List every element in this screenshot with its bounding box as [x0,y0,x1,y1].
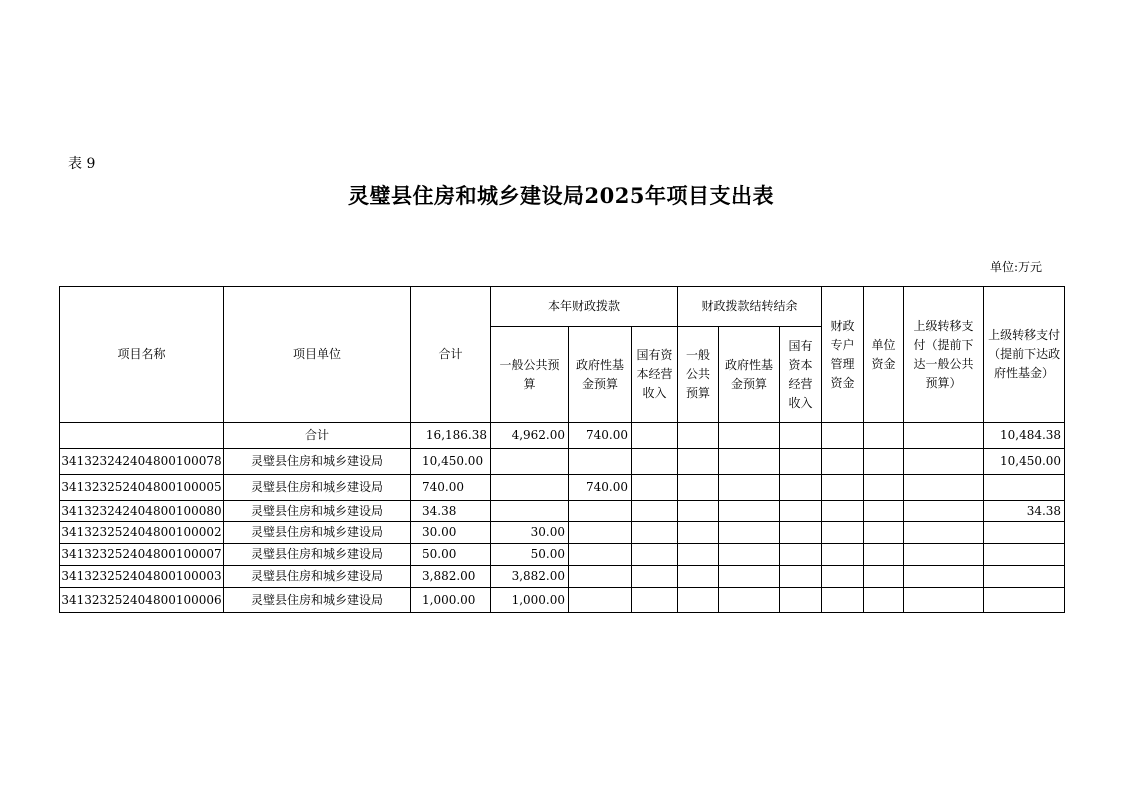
empty-cell [822,522,864,544]
row-gov-fund-budget [569,566,632,588]
row-total: 34.38 [411,501,491,522]
row-transfer-gov-fund [984,544,1065,566]
row-transfer-gov-fund [984,588,1065,613]
header-state-capital-income: 国有资本经营收入 [632,327,678,423]
unit-label: 单位:万元 [990,260,1043,274]
empty-cell [632,475,678,501]
table-number: 表 9 [68,156,96,172]
empty-cell [864,475,904,501]
empty-cell [780,544,822,566]
empty-cell [719,566,780,588]
row-total: 50.00 [411,544,491,566]
empty-cell [822,588,864,613]
row-general-public-budget: 50.00 [491,544,569,566]
table-row [60,501,1065,522]
row-total: 1,000.00 [411,588,491,613]
project-unit: 灵璧县住房和城乡建设局 [224,588,411,613]
header-co-state-capital-income: 国有资本经营收入 [780,327,822,423]
table-row [60,544,1065,566]
row-general-public-budget: 3,882.00 [491,566,569,588]
total-row-general-public-budget: 4,962.00 [491,423,569,449]
project-code: 341323252404800100006 [60,588,224,613]
row-gov-fund-budget [569,544,632,566]
empty-cell [719,475,780,501]
empty-cell [904,566,984,588]
header-transfer-gov-fund: 上级转移支付（提前下达政府性基金） [984,287,1065,423]
row-gov-fund-budget [569,449,632,475]
project-code: 341323252404800100003 [60,566,224,588]
empty-cell [632,566,678,588]
project-unit: 灵璧县住房和城乡建设局 [224,475,411,501]
empty-cell [719,501,780,522]
empty-cell [780,566,822,588]
header-transfer-general: 上级转移支付（提前下达一般公共预算） [904,287,984,423]
project-unit: 灵璧县住房和城乡建设局 [224,566,411,588]
table-row [60,449,1065,475]
row-gov-fund-budget [569,588,632,613]
project-code: 341323242404800100080 [60,501,224,522]
empty-cell [864,588,904,613]
empty-cell [632,522,678,544]
project-code: 341323252404800100002 [60,522,224,544]
header-special-fund: 财政专户管理资金 [822,287,864,423]
empty-cell [632,449,678,475]
empty-cell [678,522,719,544]
header-co-general-public-budget: 一般公共预算 [678,327,719,423]
empty-cell [632,544,678,566]
row-total: 30.00 [411,522,491,544]
empty-cell [904,544,984,566]
empty-cell [780,449,822,475]
empty-cell [904,522,984,544]
empty-cell [780,588,822,613]
empty-cell [904,449,984,475]
row-general-public-budget [491,501,569,522]
row-gov-fund-budget: 740.00 [569,475,632,501]
header-unit-fund: 单位资金 [864,287,904,423]
header-total: 合计 [411,287,491,423]
empty-cell [864,544,904,566]
project-unit: 灵璧县住房和城乡建设局 [224,501,411,522]
empty-cell [864,501,904,522]
total-row-total: 16,186.38 [411,423,491,449]
empty-cell [719,588,780,613]
empty-cell [904,501,984,522]
document-title: 灵璧县住房和城乡建设局2025年项目支出表 [348,183,774,208]
empty-cell [678,449,719,475]
project-unit: 灵璧县住房和城乡建设局 [224,449,411,475]
row-total: 10,450.00 [411,449,491,475]
table-row [60,588,1065,613]
header-carryover: 财政拨款结转结余 [678,287,822,327]
empty-cell [864,449,904,475]
empty-cell [632,588,678,613]
row-transfer-gov-fund [984,475,1065,501]
empty-cell [822,449,864,475]
row-total: 740.00 [411,475,491,501]
row-transfer-gov-fund [984,522,1065,544]
empty-cell [904,475,984,501]
header-co-gov-fund-budget: 政府性基金预算 [719,327,780,423]
empty-cell [632,501,678,522]
empty-cell [822,544,864,566]
empty-cell [678,475,719,501]
empty-cell [864,522,904,544]
project-code: 341323252404800100007 [60,544,224,566]
empty-cell [822,566,864,588]
empty-cell [678,588,719,613]
empty-cell [678,544,719,566]
table-row [60,566,1065,588]
row-general-public-budget: 30.00 [491,522,569,544]
row-total: 3,882.00 [411,566,491,588]
empty-cell [780,475,822,501]
table-row [60,475,1065,501]
row-general-public-budget [491,449,569,475]
header-current-allocation: 本年财政拨款 [491,287,678,327]
project-code: 341323252404800100005 [60,475,224,501]
header-project-unit: 项目单位 [224,287,411,423]
empty-cell [719,544,780,566]
row-general-public-budget: 1,000.00 [491,588,569,613]
table-row [60,522,1065,544]
row-transfer-gov-fund [984,566,1065,588]
header-project-name: 项目名称 [60,287,224,423]
project-unit: 灵璧县住房和城乡建设局 [224,522,411,544]
empty-cell [678,566,719,588]
empty-cell [822,501,864,522]
header-gov-fund-budget: 政府性基金预算 [569,327,632,423]
empty-cell [719,449,780,475]
row-general-public-budget [491,475,569,501]
row-transfer-gov-fund: 34.38 [984,501,1065,522]
total-row-transfer-gov-fund: 10,484.38 [984,423,1065,449]
empty-cell [678,501,719,522]
total-row [60,423,1065,449]
total-row-gov-fund-budget: 740.00 [569,423,632,449]
project-expenditure-table [59,286,1065,613]
empty-cell [780,522,822,544]
total-row-label: 合计 [224,423,411,449]
empty-cell [904,588,984,613]
empty-cell [719,522,780,544]
empty-cell [864,566,904,588]
empty-cell [780,501,822,522]
row-gov-fund-budget [569,501,632,522]
row-transfer-gov-fund: 10,450.00 [984,449,1065,475]
header-general-public-budget: 一般公共预算 [491,327,569,423]
project-code: 341323242404800100078 [60,449,224,475]
row-gov-fund-budget [569,522,632,544]
empty-cell [822,475,864,501]
project-unit: 灵璧县住房和城乡建设局 [224,544,411,566]
